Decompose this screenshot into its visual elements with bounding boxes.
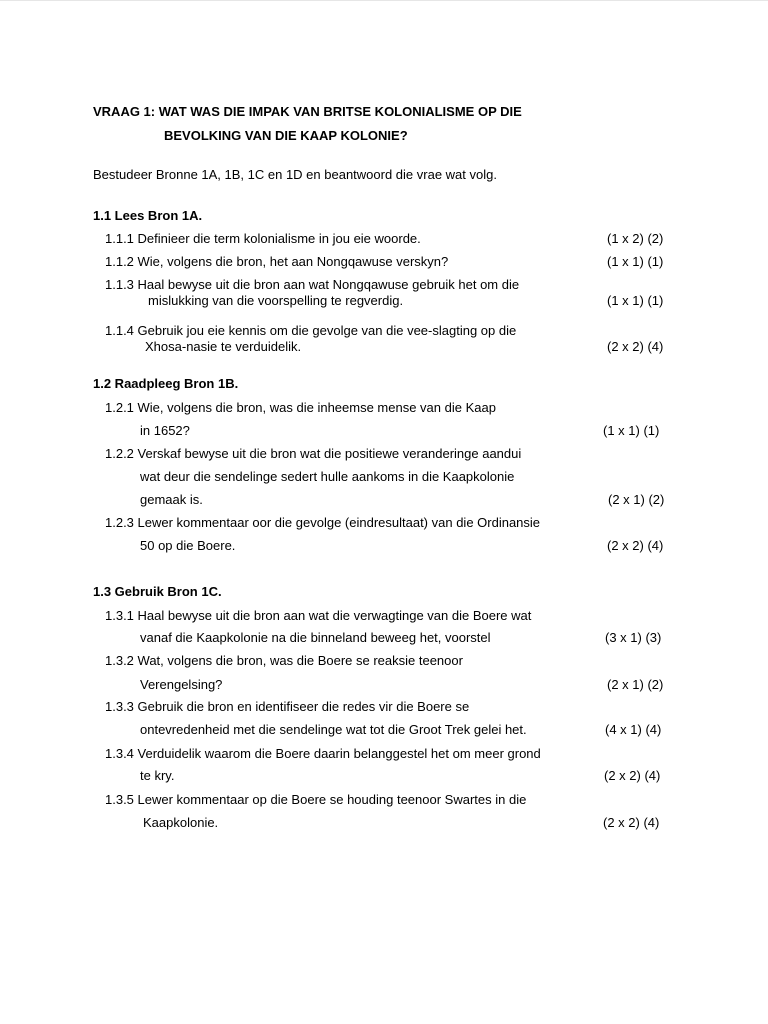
question-1-2-2-line1: 1.2.2 Verskaf bewyse uit die bron wat die positiewe veranderinge aandui bbox=[105, 446, 522, 461]
question-heading-line1: VRAAG 1: WAT WAS DIE IMPAK VAN BRITSE KOLONIALISME OP DIE bbox=[93, 104, 522, 119]
marks-1-2-2: (2 x 1) (2) bbox=[608, 492, 665, 507]
question-1-3-1-line2: vanaf die Kaapkolonie na die binneland beweeg het, voorstel bbox=[140, 630, 491, 645]
page-top-border bbox=[0, 0, 768, 1]
marks-1-1-4: (2 x 2) (4) bbox=[607, 339, 664, 354]
question-1-1-1: 1.1.1 Definieer die term kolonialisme in jou eie woorde. bbox=[105, 231, 421, 246]
section-title-1-1: 1.1 Lees Bron 1A. bbox=[93, 208, 203, 223]
question-1-2-3-line2: 50 op die Boere. bbox=[140, 538, 236, 553]
marks-1-1-2: (1 x 1) (1) bbox=[607, 254, 664, 269]
question-heading-line2: BEVOLKING VAN DIE KAAP KOLONIE? bbox=[164, 128, 408, 143]
instruction-text: Bestudeer Bronne 1A, 1B, 1C en 1D en beantwoord die vrae wat volg. bbox=[93, 167, 497, 182]
question-1-3-1-line1: 1.3.1 Haal bewyse uit die bron aan wat die verwagtinge van die Boere wat bbox=[105, 608, 532, 623]
question-1-2-3-line1: 1.2.3 Lewer kommentaar oor die gevolge (eindresultaat) van die Ordinansie bbox=[105, 515, 541, 530]
question-1-3-2-line1: 1.3.2 Wat, volgens die bron, was die Boere se reaksie teenoor bbox=[105, 653, 463, 668]
section-title-1-2: 1.2 Raadpleeg Bron 1B. bbox=[93, 376, 239, 391]
question-1-2-2-line2: wat deur die sendelinge sedert hulle aankoms in die Kaapkolonie bbox=[140, 469, 515, 484]
question-1-2-1-line1: 1.2.1 Wie, volgens die bron, was die inheemse mense van die Kaap bbox=[105, 400, 496, 415]
marks-1-1-1: (1 x 2) (2) bbox=[607, 231, 664, 246]
question-1-3-2-line2: Verengelsing? bbox=[140, 677, 223, 692]
question-1-1-4-line2: Xhosa-nasie te verduidelik. bbox=[145, 339, 302, 354]
marks-1-2-3: (2 x 2) (4) bbox=[607, 538, 664, 553]
question-1-3-3-line2: ontevredenheid met die sendelinge wat tot die Groot Trek gelei het. bbox=[140, 722, 527, 737]
marks-1-3-4: (2 x 2) (4) bbox=[604, 768, 661, 783]
question-1-3-3-line1: 1.3.3 Gebruik die bron en identifiseer die redes vir die Boere se bbox=[105, 699, 470, 714]
marks-1-3-5: (2 x 2) (4) bbox=[603, 815, 660, 830]
question-1-3-5-line1: 1.3.5 Lewer kommentaar op die Boere se houding teenoor Swartes in die bbox=[105, 792, 527, 807]
question-1-1-2: 1.1.2 Wie, volgens die bron, het aan Nongqawuse verskyn? bbox=[105, 254, 449, 269]
marks-1-1-3: (1 x 1) (1) bbox=[607, 293, 664, 308]
question-1-2-2-line3: gemaak is. bbox=[140, 492, 203, 507]
question-1-3-5-line2: Kaapkolonie. bbox=[143, 815, 219, 830]
question-1-1-4-line1: 1.1.4 Gebruik jou eie kennis om die gevolge van die vee-slagting op die bbox=[105, 323, 517, 338]
marks-1-2-1: (1 x 1) (1) bbox=[603, 423, 660, 438]
question-1-1-3-line1: 1.1.3 Haal bewyse uit die bron aan wat Nongqawuse gebruik het om die bbox=[105, 277, 520, 292]
section-title-1-3: 1.3 Gebruik Bron 1C. bbox=[93, 584, 222, 599]
question-1-2-1-line2: in 1652? bbox=[140, 423, 190, 438]
marks-1-3-1: (3 x 1) (3) bbox=[605, 630, 662, 645]
marks-1-3-3: (4 x 1) (4) bbox=[605, 722, 662, 737]
question-1-3-4-line2: te kry. bbox=[140, 768, 175, 783]
question-1-3-4-line1: 1.3.4 Verduidelik waarom die Boere daarin belanggestel het om meer grond bbox=[105, 746, 541, 761]
marks-1-3-2: (2 x 1) (2) bbox=[607, 677, 664, 692]
question-1-1-3-line2: mislukking van die voorspelling te regverdig. bbox=[148, 293, 404, 308]
